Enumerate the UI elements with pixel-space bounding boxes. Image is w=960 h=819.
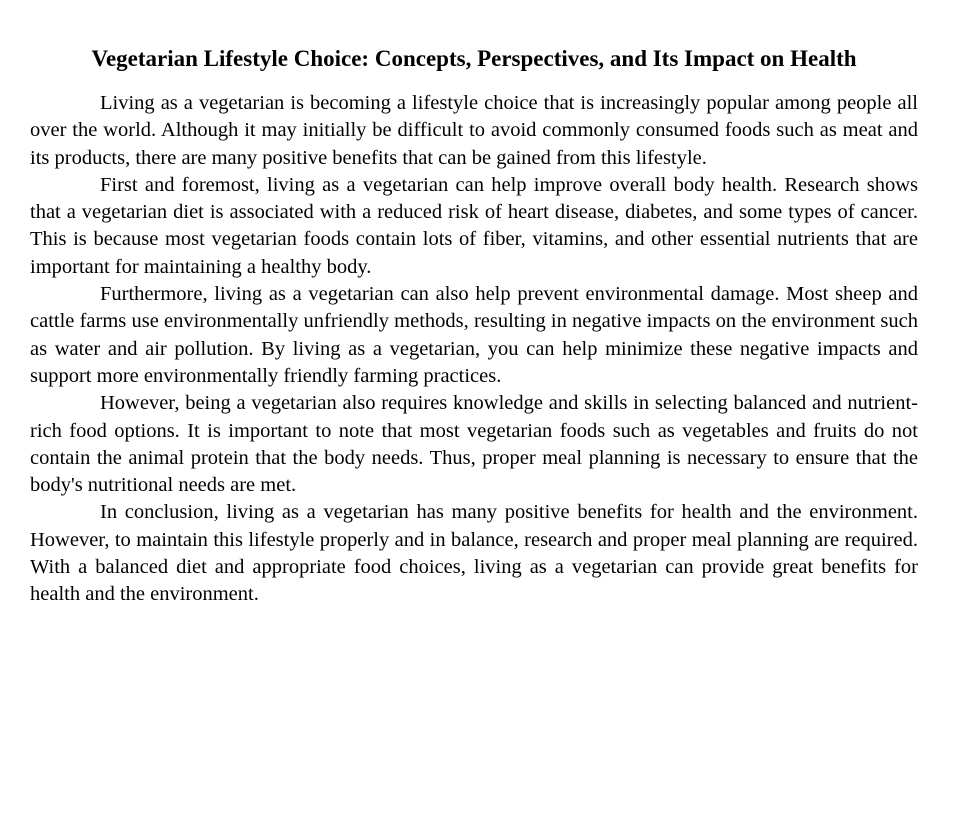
document-page	[30, 0, 918, 609]
paragraph-nutrition: However, being a vegetarian also requires knowledge and skills in selecting balanced and nutrient-rich food options. It is important to note that most vegetarian foods such as vegetables and fruits do not contain the animal protein that the body needs. Thus, proper meal planning is necessary to ensure that the body's nutritional needs are met.	[30, 392, 918, 497]
paragraph-health: First and foremost, living as a vegetarian can help improve overall body health. Research shows that a vegetarian diet is associated with a reduced risk of heart disease, diabetes, and some types of cancer. This is because most vegetarian foods contain lots of fiber, vitamins, and other essential nutrients that are important for maintaining a healthy body.	[30, 173, 918, 278]
document-title: Vegetarian Lifestyle Choice: Concepts, Perspectives, and Its Impact on Health	[91, 46, 857, 71]
paragraph-intro: Living as a vegetarian is becoming a lifestyle choice that is increasingly popular among people all over the world. Although it may initially be difficult to avoid commonly consumed foods such as meat and its products, there are many positive benefits that can be gained from this lifestyle.	[30, 92, 918, 169]
document-body	[30, 90, 918, 609]
paragraph-conclusion: In conclusion, living as a vegetarian has many positive benefits for health and the environment. However, to maintain this lifestyle properly and in balance, research and proper meal planning are required. With a balanced diet and appropriate food choices, living as a vegetarian can provide great benefits for health and the environment.	[30, 501, 918, 606]
paragraph-environment: Furthermore, living as a vegetarian can also help prevent environmental damage. Most sheep and cattle farms use environmentally unfriendly methods, resulting in negative impacts on the environment such as water and air pollution. By living as a vegetarian, you can help minimize these negative impacts and support more environmentally friendly farming practices.	[30, 283, 918, 387]
